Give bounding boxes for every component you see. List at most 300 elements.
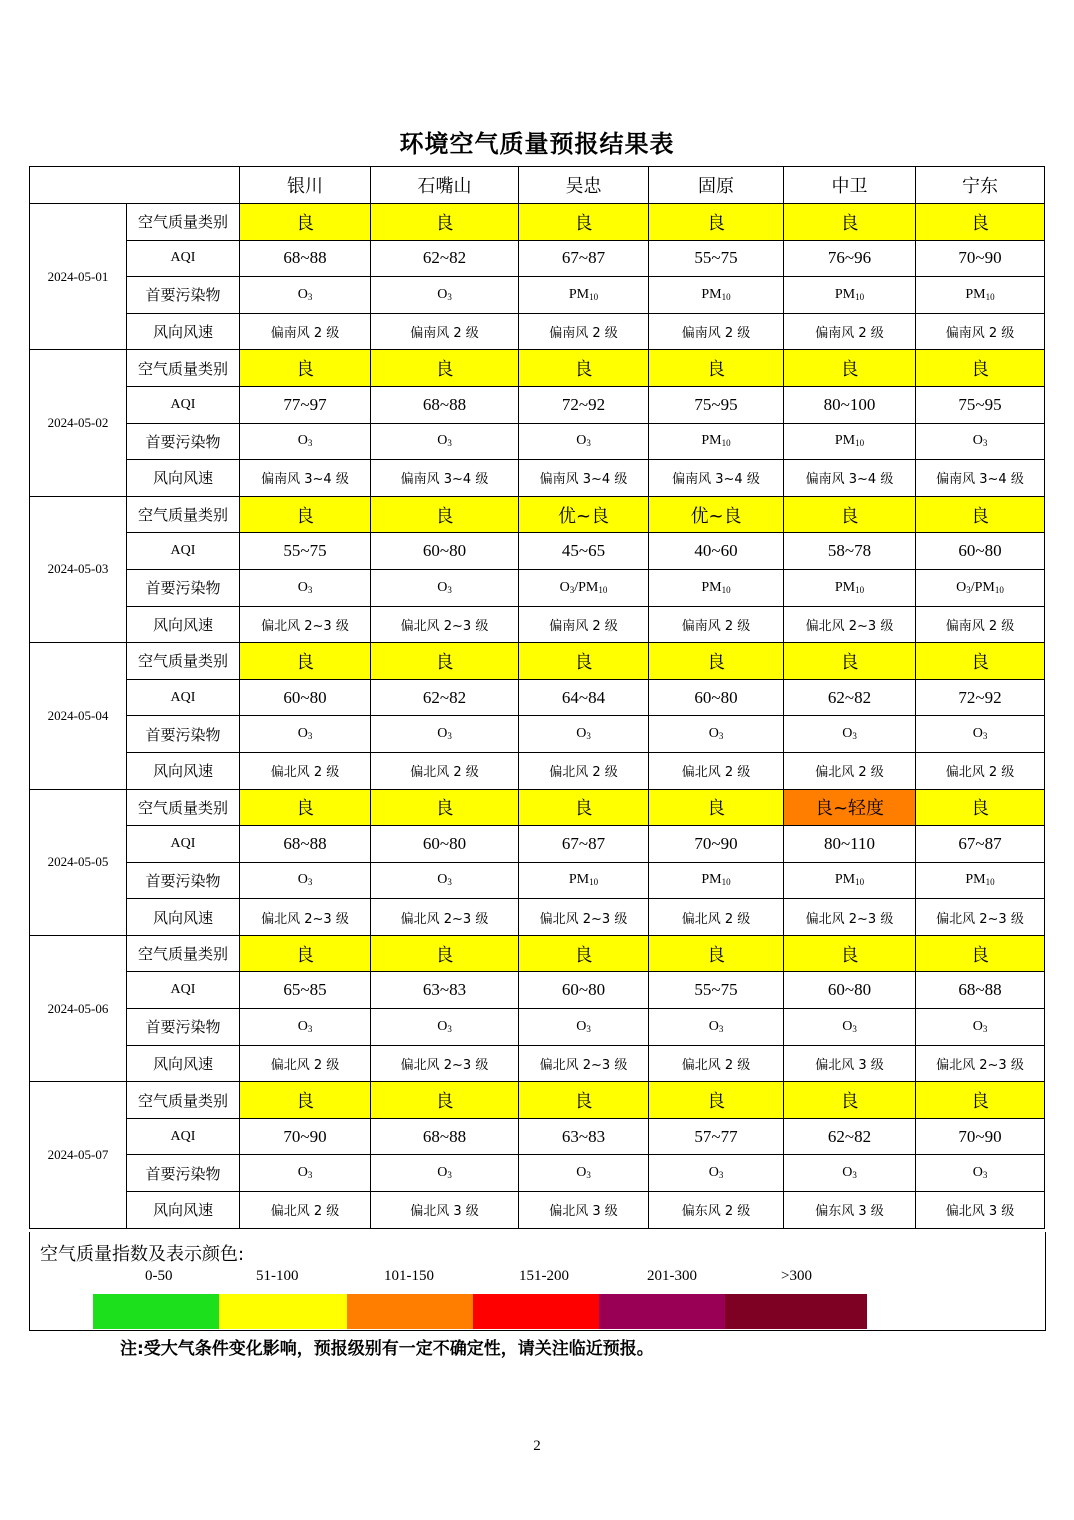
quality-category-cell: 良 — [240, 350, 371, 387]
quality-category-cell: 良 — [784, 496, 916, 533]
row-label: AQI — [127, 679, 240, 716]
city-header: 石嘴山 — [371, 167, 519, 204]
row-label: 风向风速 — [127, 1045, 240, 1082]
wind-cell: 偏北风 2~3 级 — [240, 899, 371, 936]
pollutant-subscript: 3 — [447, 438, 452, 449]
row-label: 空气质量类别 — [127, 350, 240, 387]
pollutant-subscript: 3 — [307, 291, 313, 302]
wind-cell: 偏南风 2 级 — [649, 606, 784, 643]
forecast-note: 注:受大气条件变化影响，预报级别有一定不确定性，请关注临近预报。 — [120, 1339, 654, 1359]
wind-cell: 偏北风 2 级 — [916, 752, 1045, 789]
wind-cell: 偏北风 3 级 — [784, 1045, 916, 1082]
wind-cell: 偏南风 2 级 — [916, 606, 1045, 643]
aqi-cell: 55~75 — [649, 240, 784, 277]
aqi-legend — [29, 1232, 1046, 1331]
aqi-cell: 62~82 — [371, 240, 519, 277]
wind-cell: 偏北风 3 级 — [519, 1192, 649, 1229]
aqi-cell: 45~65 — [519, 533, 649, 570]
aqi-cell: 57~77 — [649, 1118, 784, 1155]
forecast-row-category — [30, 643, 1045, 680]
legend-range-label: 0-50 — [145, 1268, 173, 1284]
pollutant-name: PM — [965, 286, 986, 302]
wind-cell: 偏北风 2 级 — [240, 752, 371, 789]
pollutant-cell — [519, 862, 649, 899]
aqi-cell: 55~75 — [649, 972, 784, 1009]
aqi-cell: 63~83 — [519, 1118, 649, 1155]
quality-category-cell: 良 — [519, 789, 649, 826]
forecast-row-aqi — [30, 826, 1045, 863]
date-cell: 2024-05-05 — [30, 789, 127, 935]
pollutant-subscript: 10 — [598, 584, 608, 595]
row-label: 首要污染物 — [127, 277, 240, 314]
quality-category-cell: 良 — [784, 643, 916, 680]
row-label: 首要污染物 — [127, 716, 240, 753]
forecast-row-aqi — [30, 533, 1045, 570]
pollutant-name: O — [972, 433, 983, 449]
row-label: 风向风速 — [127, 899, 240, 936]
pollutant-name: PM — [834, 286, 856, 302]
pollutant-cell — [784, 862, 916, 899]
city-header: 固原 — [649, 167, 784, 204]
aqi-cell: 68~88 — [371, 386, 519, 423]
pollutant-cell — [916, 423, 1045, 460]
pollutant-subscript: 3 — [569, 584, 575, 595]
row-label: AQI — [127, 240, 240, 277]
pollutant-cell — [784, 423, 916, 460]
pollutant-subscript: 3 — [307, 1023, 313, 1034]
wind-cell: 偏南风 2 级 — [371, 313, 519, 350]
pollutant-subscript: 3 — [586, 1170, 591, 1181]
pollutant-cell — [784, 277, 916, 314]
forecast-row-wind — [30, 752, 1045, 789]
pollutant-cell — [371, 1009, 519, 1046]
legend-swatch-0-50 — [93, 1294, 219, 1329]
pollutant-subscript: 3 — [852, 1023, 857, 1034]
quality-category-cell: 良 — [519, 643, 649, 680]
pollutant-cell — [519, 569, 649, 606]
quality-category-cell: 良 — [916, 350, 1045, 387]
aqi-cell: 67~87 — [519, 826, 649, 863]
aqi-cell: 60~80 — [371, 826, 519, 863]
pollutant-name: PM — [568, 286, 590, 302]
pollutant-cell — [649, 716, 784, 753]
header-row — [30, 167, 1045, 204]
row-label: 首要污染物 — [127, 862, 240, 899]
wind-cell: 偏南风 2 级 — [240, 313, 371, 350]
aqi-cell: 60~80 — [519, 972, 649, 1009]
aqi-cell: 60~80 — [240, 679, 371, 716]
pollutant-subscript: 10 — [855, 877, 865, 888]
quality-category-cell: 良 — [649, 350, 784, 387]
quality-category-cell: 良~轻度 — [784, 789, 916, 826]
forecast-row-category — [30, 204, 1045, 241]
wind-cell: 偏北风 2 级 — [240, 1045, 371, 1082]
aqi-cell: 70~90 — [916, 240, 1045, 277]
pollutant-name: O — [297, 1018, 308, 1034]
forecast-table — [29, 166, 1045, 1229]
row-label: 风向风速 — [127, 606, 240, 643]
date-cell: 2024-05-01 — [30, 204, 127, 350]
quality-category-cell: 良 — [784, 1082, 916, 1119]
pollutant-name: O — [297, 726, 308, 742]
pollutant-name: O — [708, 1165, 719, 1181]
forecast-row-aqi — [30, 386, 1045, 423]
wind-cell: 偏北风 2 级 — [649, 1045, 784, 1082]
quality-category-cell: 良 — [649, 204, 784, 241]
wind-cell: 偏北风 2~3 级 — [371, 899, 519, 936]
forecast-row-pollutant — [30, 1155, 1045, 1192]
date-cell: 2024-05-02 — [30, 350, 127, 496]
wind-cell: 偏东风 2 级 — [649, 1192, 784, 1229]
pollutant-cell — [916, 277, 1045, 314]
wind-cell: 偏南风 3~4 级 — [784, 460, 916, 497]
row-label: 首要污染物 — [127, 569, 240, 606]
row-label: AQI — [127, 386, 240, 423]
row-label: 空气质量类别 — [127, 789, 240, 826]
row-label: 风向风速 — [127, 752, 240, 789]
forecast-row-pollutant — [30, 277, 1045, 314]
pollutant-cell — [371, 569, 519, 606]
quality-category-cell: 良 — [519, 1082, 649, 1119]
pollutant-name: O — [437, 1018, 448, 1034]
forecast-row-wind — [30, 606, 1045, 643]
pollutant-cell — [649, 569, 784, 606]
pollutant-cell — [240, 716, 371, 753]
city-header: 宁东 — [916, 167, 1045, 204]
wind-cell: 偏北风 2~3 级 — [371, 1045, 519, 1082]
legend-swatch-51-100 — [219, 1294, 347, 1329]
row-label: 空气质量类别 — [127, 496, 240, 533]
pollutant-subscript: 3 — [982, 438, 988, 449]
pollutant-name: O — [437, 579, 448, 595]
wind-cell: 偏北风 2 级 — [649, 899, 784, 936]
aqi-cell: 72~92 — [916, 679, 1045, 716]
pollutant-cell — [519, 423, 649, 460]
quality-category-cell: 良 — [371, 935, 519, 972]
pollutant-subscript: 3 — [447, 1023, 452, 1034]
pollutant-subscript: 3 — [447, 1170, 452, 1181]
city-header: 中卫 — [784, 167, 916, 204]
wind-cell: 偏东风 3 级 — [784, 1192, 916, 1229]
pollutant-name: O — [437, 1165, 448, 1181]
wind-cell: 偏南风 2 级 — [519, 606, 649, 643]
pollutant-subscript: 3 — [586, 438, 591, 449]
legend-range-label: >300 — [781, 1268, 812, 1284]
quality-category-cell: 良 — [519, 204, 649, 241]
wind-cell: 偏北风 2~3 级 — [916, 1045, 1045, 1082]
row-label: 风向风速 — [127, 313, 240, 350]
pollutant-cell — [649, 1155, 784, 1192]
legend-swatch-101-150 — [347, 1294, 473, 1329]
pollutant-name: O — [576, 433, 587, 449]
pollutant-cell — [916, 862, 1045, 899]
pollutant-subscript: 3 — [447, 291, 452, 302]
pollutant-cell — [519, 716, 649, 753]
quality-category-cell: 优~良 — [519, 496, 649, 533]
quality-category-cell: 良 — [649, 935, 784, 972]
quality-category-cell: 优~良 — [649, 496, 784, 533]
quality-category-cell: 良 — [371, 204, 519, 241]
quality-category-cell: 良 — [784, 935, 916, 972]
pollutant-cell — [784, 1155, 916, 1192]
pollutant-name: O — [297, 872, 308, 888]
pollutant-name: O — [972, 1165, 983, 1181]
quality-category-cell: 良 — [649, 643, 784, 680]
pollutant-cell — [240, 1155, 371, 1192]
pollutant-cell — [519, 1009, 649, 1046]
pollutant-name: PM — [701, 579, 722, 595]
forecast-row-wind — [30, 1192, 1045, 1229]
aqi-cell: 70~90 — [240, 1118, 371, 1155]
pollutant-name: O — [708, 1018, 719, 1034]
pollutant-name: O — [576, 1018, 587, 1034]
pollutant-name: O — [576, 726, 587, 742]
aqi-cell: 77~97 — [240, 386, 371, 423]
pollutant-cell — [519, 1155, 649, 1192]
corner-cell — [30, 167, 240, 204]
pollutant-subscript: 3 — [982, 1170, 988, 1181]
pollutant-name: O — [842, 1018, 853, 1034]
aqi-cell: 72~92 — [519, 386, 649, 423]
aqi-cell: 70~90 — [649, 826, 784, 863]
date-cell: 2024-05-03 — [30, 496, 127, 642]
row-label: 风向风速 — [127, 1192, 240, 1229]
pollutant-name: O — [842, 726, 853, 742]
quality-category-cell: 良 — [916, 1082, 1045, 1119]
forecast-row-pollutant — [30, 716, 1045, 753]
aqi-cell: 75~95 — [916, 386, 1045, 423]
pollutant-name: O — [297, 1165, 308, 1181]
pollutant-name: /PM — [970, 579, 995, 595]
row-label: AQI — [127, 533, 240, 570]
row-label: 风向风速 — [127, 460, 240, 497]
forecast-row-category — [30, 496, 1045, 533]
quality-category-cell: 良 — [916, 496, 1045, 533]
aqi-cell: 68~88 — [240, 826, 371, 863]
pollutant-name: O — [708, 726, 719, 742]
forecast-row-wind — [30, 1045, 1045, 1082]
aqi-cell: 75~95 — [649, 386, 784, 423]
quality-category-cell: 良 — [240, 935, 371, 972]
pollutant-subscript: 3 — [586, 731, 591, 742]
quality-category-cell: 良 — [371, 350, 519, 387]
wind-cell: 偏北风 2~3 级 — [371, 606, 519, 643]
row-label: AQI — [127, 1118, 240, 1155]
quality-category-cell: 良 — [240, 789, 371, 826]
pollutant-subscript: 10 — [855, 438, 865, 449]
pollutant-cell — [240, 862, 371, 899]
quality-category-cell: 良 — [916, 204, 1045, 241]
pollutant-subscript: 3 — [852, 731, 857, 742]
pollutant-subscript: 3 — [307, 1170, 313, 1181]
aqi-cell: 65~85 — [240, 972, 371, 1009]
wind-cell: 偏北风 2 级 — [371, 752, 519, 789]
row-label: 首要污染物 — [127, 423, 240, 460]
aqi-cell: 60~80 — [649, 679, 784, 716]
pollutant-cell — [916, 1009, 1045, 1046]
pollutant-name: O — [972, 726, 983, 742]
pollutant-name: PM — [568, 872, 590, 888]
wind-cell: 偏南风 3~4 级 — [916, 460, 1045, 497]
row-label: 空气质量类别 — [127, 204, 240, 241]
pollutant-cell — [240, 569, 371, 606]
pollutant-name: O — [437, 872, 448, 888]
quality-category-cell: 良 — [916, 789, 1045, 826]
aqi-cell: 67~87 — [519, 240, 649, 277]
pollutant-cell — [371, 423, 519, 460]
date-cell: 2024-05-07 — [30, 1082, 127, 1228]
aqi-cell: 80~100 — [784, 386, 916, 423]
pollutant-subscript: 3 — [447, 731, 452, 742]
aqi-cell: 60~80 — [916, 533, 1045, 570]
pollutant-subscript: 3 — [447, 584, 452, 595]
wind-cell: 偏南风 2 级 — [916, 313, 1045, 350]
forecast-row-aqi — [30, 679, 1045, 716]
aqi-cell: 68~88 — [916, 972, 1045, 1009]
legend-range-label: 101-150 — [384, 1268, 434, 1284]
quality-category-cell: 良 — [240, 204, 371, 241]
aqi-cell: 76~96 — [784, 240, 916, 277]
pollutant-subscript: 3 — [982, 731, 988, 742]
pollutant-name: PM — [834, 872, 856, 888]
pollutant-cell — [784, 716, 916, 753]
forecast-row-aqi — [30, 240, 1045, 277]
pollutant-subscript: 3 — [307, 438, 313, 449]
pollutant-subscript: 10 — [589, 877, 599, 888]
date-cell: 2024-05-04 — [30, 643, 127, 789]
pollutant-subscript: 3 — [718, 1023, 724, 1034]
wind-cell: 偏北风 3 级 — [371, 1192, 519, 1229]
pollutant-subscript: 3 — [852, 1170, 857, 1181]
pollutant-name: O — [297, 286, 308, 302]
pollutant-subscript: 10 — [855, 584, 865, 595]
wind-cell: 偏北风 2~3 级 — [784, 606, 916, 643]
pollutant-name: /PM — [574, 579, 599, 595]
wind-cell: 偏南风 2 级 — [649, 313, 784, 350]
pollutant-subscript: 3 — [307, 877, 313, 888]
city-header: 银川 — [240, 167, 371, 204]
forecast-row-category — [30, 935, 1045, 972]
legend-swatch-151-200 — [473, 1294, 599, 1329]
pollutant-cell — [519, 277, 649, 314]
pollutant-cell — [371, 716, 519, 753]
wind-cell: 偏北风 2~3 级 — [916, 899, 1045, 936]
city-header: 吴忠 — [519, 167, 649, 204]
aqi-cell: 62~82 — [784, 1118, 916, 1155]
pollutant-subscript: 3 — [718, 1170, 724, 1181]
legend-range-label: 51-100 — [256, 1268, 299, 1284]
pollutant-name: O — [437, 286, 448, 302]
pollutant-subscript: 3 — [966, 584, 971, 595]
pollutant-name: O — [576, 1165, 587, 1181]
wind-cell: 偏北风 2~3 级 — [519, 899, 649, 936]
page-title: 环境空气质量预报结果表 — [399, 130, 675, 158]
pollutant-subscript: 10 — [721, 877, 731, 888]
quality-category-cell: 良 — [649, 789, 784, 826]
row-label: 首要污染物 — [127, 1155, 240, 1192]
pollutant-name: O — [559, 579, 570, 595]
wind-cell: 偏北风 2~3 级 — [519, 1045, 649, 1082]
quality-category-cell: 良 — [519, 350, 649, 387]
aqi-cell: 62~82 — [371, 679, 519, 716]
quality-category-cell: 良 — [371, 789, 519, 826]
forecast-row-aqi — [30, 972, 1045, 1009]
quality-category-cell: 良 — [519, 935, 649, 972]
aqi-cell: 55~75 — [240, 533, 371, 570]
pollutant-cell — [371, 862, 519, 899]
forecast-row-category — [30, 1082, 1045, 1119]
pollutant-subscript: 10 — [721, 584, 731, 595]
wind-cell: 偏北风 2~3 级 — [784, 899, 916, 936]
wind-cell: 偏南风 3~4 级 — [519, 460, 649, 497]
aqi-cell: 60~80 — [371, 533, 519, 570]
row-label: 首要污染物 — [127, 1009, 240, 1046]
wind-cell: 偏北风 2~3 级 — [240, 606, 371, 643]
forecast-row-pollutant — [30, 862, 1045, 899]
aqi-cell: 70~90 — [916, 1118, 1045, 1155]
forecast-row-pollutant — [30, 1009, 1045, 1046]
pollutant-cell — [371, 1155, 519, 1192]
wind-cell: 偏南风 3~4 级 — [371, 460, 519, 497]
row-label: AQI — [127, 972, 240, 1009]
pollutant-cell — [784, 1009, 916, 1046]
pollutant-name: O — [972, 1018, 983, 1034]
row-label: 空气质量类别 — [127, 935, 240, 972]
pollutant-name: O — [297, 579, 308, 595]
quality-category-cell: 良 — [371, 496, 519, 533]
pollutant-subscript: 10 — [985, 291, 995, 302]
pollutant-subscript: 10 — [721, 291, 731, 302]
wind-cell: 偏南风 3~4 级 — [240, 460, 371, 497]
aqi-cell: 68~88 — [240, 240, 371, 277]
pollutant-cell — [649, 862, 784, 899]
pollutant-name: PM — [834, 433, 856, 449]
quality-category-cell: 良 — [240, 1082, 371, 1119]
wind-cell: 偏北风 2 级 — [649, 752, 784, 789]
aqi-cell: 64~84 — [519, 679, 649, 716]
wind-cell: 偏南风 2 级 — [784, 313, 916, 350]
page-number: 2 — [533, 1438, 541, 1454]
pollutant-subscript: 3 — [982, 1023, 988, 1034]
pollutant-name: O — [842, 1165, 853, 1181]
pollutant-subscript: 3 — [447, 877, 452, 888]
pollutant-subscript: 3 — [307, 731, 313, 742]
pollutant-cell — [916, 1155, 1045, 1192]
forecast-row-wind — [30, 313, 1045, 350]
legend-range-label: 151-200 — [519, 1268, 569, 1284]
aqi-cell: 60~80 — [784, 972, 916, 1009]
aqi-cell: 63~83 — [371, 972, 519, 1009]
quality-category-cell: 良 — [916, 935, 1045, 972]
pollutant-cell — [649, 423, 784, 460]
forecast-row-pollutant — [30, 569, 1045, 606]
pollutant-name: O — [297, 433, 308, 449]
forecast-row-category — [30, 789, 1045, 826]
pollutant-subscript: 10 — [589, 291, 599, 302]
wind-cell: 偏北风 3 级 — [916, 1192, 1045, 1229]
pollutant-cell — [916, 716, 1045, 753]
quality-category-cell: 良 — [240, 643, 371, 680]
pollutant-name: PM — [834, 579, 856, 595]
wind-cell: 偏北风 2 级 — [519, 752, 649, 789]
aqi-cell: 62~82 — [784, 679, 916, 716]
aqi-cell: 40~60 — [649, 533, 784, 570]
row-label: 空气质量类别 — [127, 1082, 240, 1119]
row-label: 空气质量类别 — [127, 643, 240, 680]
pollutant-subscript: 3 — [718, 731, 724, 742]
wind-cell: 偏北风 2 级 — [784, 752, 916, 789]
quality-category-cell: 良 — [916, 643, 1045, 680]
